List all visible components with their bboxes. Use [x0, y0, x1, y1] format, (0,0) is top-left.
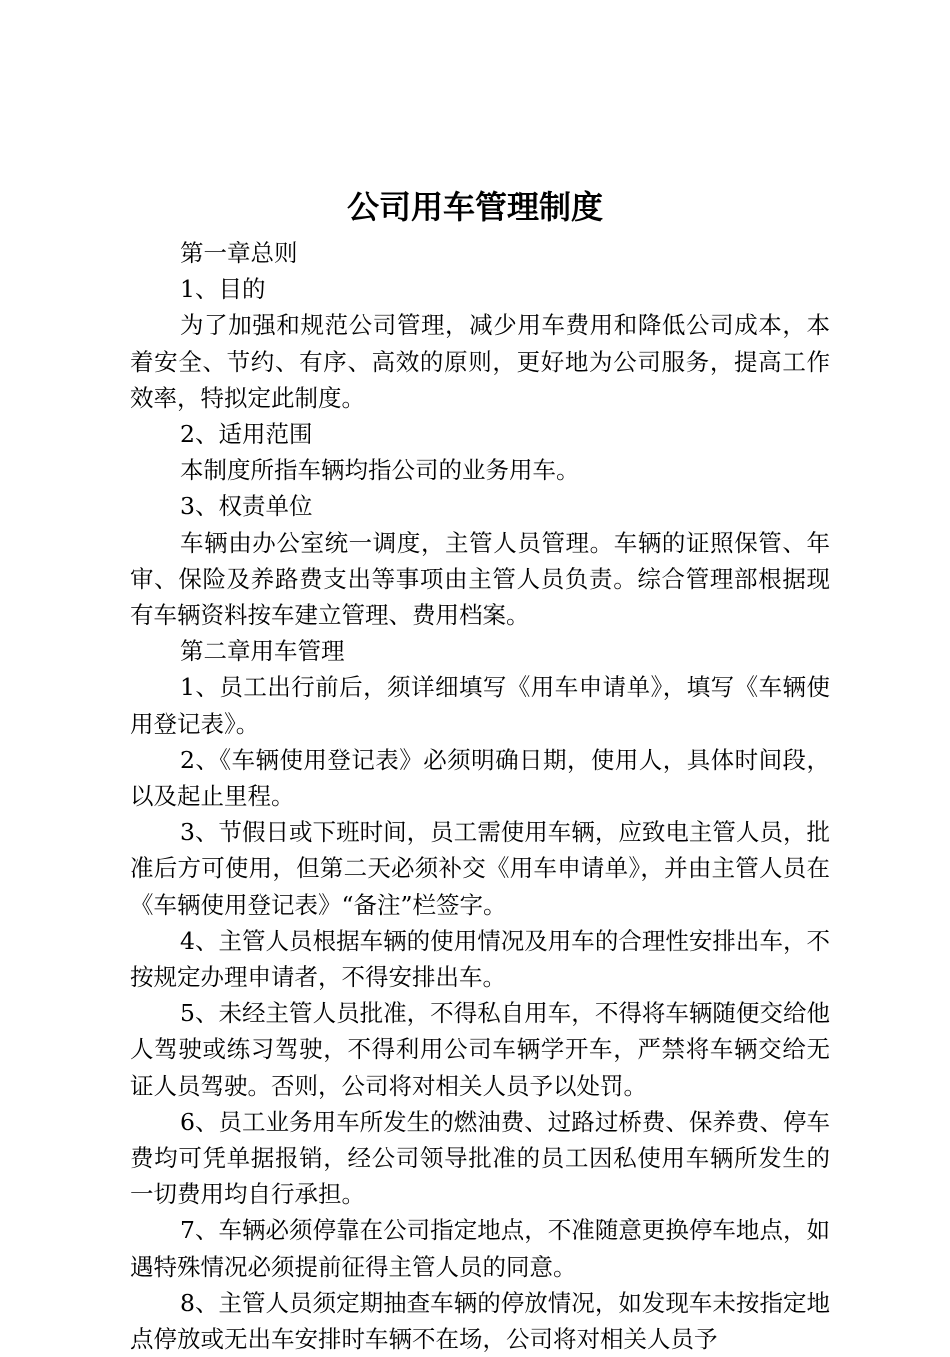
paragraph-purpose: 为了加强和规范公司管理，减少用车费用和降低公司成本，本着安全、节约、有序、高效的原则，更好地为公司服务，提高工作效率，特拟定此制度。: [130, 311, 830, 412]
rule-item-7: 7、车辆必须停靠在公司指定地点，不准随意更换停车地点，如遇特殊情况必须提前征得主管人员的同意。: [130, 1216, 830, 1281]
rule-item-1: 1、员工出行前后，须详细填写《用车申请单》，填写《车辆使用登记表》。: [130, 673, 830, 738]
chapter-heading-1: 第一章总则: [180, 239, 298, 267]
section-heading-scope: 2、适用范围: [180, 420, 313, 449]
chapter-heading-2: 第二章用车管理: [180, 637, 345, 666]
section-heading-responsibility: 3、权责单位: [180, 492, 313, 521]
rule-item-5: 5、未经主管人员批准，不得私自用车，不得将车辆随便交给他人驾驶或练习驾驶，不得利用公司车辆学开车，严禁将车辆交给无证人员驾驶。否则，公司将对相关人员予以处罚。: [130, 999, 830, 1100]
rule-item-2: 2、《车辆使用登记表》必须明确日期，使用人，具体时间段，以及起止里程。: [130, 745, 830, 811]
section-heading-purpose: 1、目的: [180, 275, 266, 304]
paragraph-scope: 本制度所指车辆均指公司的业务用车。: [180, 456, 580, 485]
document-title: 公司用车管理制度: [346, 188, 603, 226]
paragraph-responsibility: 车辆由办公室统一调度，主管人员管理。车辆的证照保管、年审、保险及养路费支出等事项由主管人员负责。综合管理部根据现有车辆资料按车建立管理、费用档案。: [130, 528, 830, 630]
rule-item-8: 8、主管人员须定期抽查车辆的停放情况，如发现车未按指定地点停放或无出车安排时车辆不在场，公司将对相关人员予: [130, 1288, 830, 1354]
rule-item-3: 3、节假日或下班时间，员工需使用车辆，应致电主管人员，批准后方可使用，但第二天必须补交《用车申请单》，并由主管人员在《车辆使用登记表》“备注”栏签字。: [130, 818, 830, 919]
document-body: [130, 235, 830, 1357]
rule-item-6: 6、员工业务用车所发生的燃油费、过路过桥费、保养费、停车费均可凭单据报销，经公司领导批准的员工因私使用车辆所发生的一切费用均自行承担。: [130, 1107, 830, 1209]
rule-item-4: 4、主管人员根据车辆的使用情况及用车的合理性安排出车，不按规定办理申请者，不得安排出车。: [130, 926, 830, 992]
